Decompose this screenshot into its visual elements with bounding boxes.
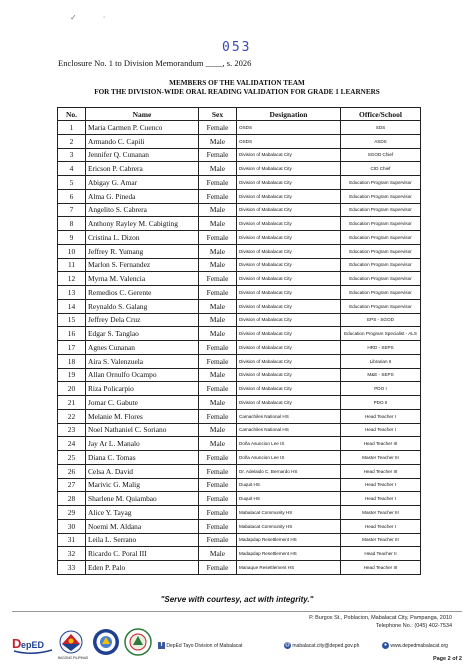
table-row <box>58 519 421 533</box>
cell-name: Maria Carmen P. Cuenco <box>86 121 199 135</box>
facebook-text: DepEd Tayo Division of Mabalacat <box>166 642 243 649</box>
cell-name: Edgar S. Tanglao <box>86 327 199 341</box>
header-sex: Sex <box>199 108 237 121</box>
cell-sex: Male <box>199 217 237 231</box>
cell-designation: Division of Mabalacat City <box>237 244 341 258</box>
svg-text:D: D <box>12 636 22 651</box>
table-row <box>58 478 421 492</box>
cell-no: 10 <box>58 244 86 258</box>
cell-sex: Male <box>199 368 237 382</box>
cell-office: Librarian II <box>341 354 421 368</box>
enclosure-line: Enclosure No. 1 to Division Memorandum ____, s. 2026 <box>58 58 252 68</box>
cell-name: Noemi M. Aldana <box>86 519 199 533</box>
city-seal-logo <box>124 628 152 658</box>
cell-no: 24 <box>58 437 86 451</box>
cell-no: 23 <box>58 423 86 437</box>
cell-name: Alma G. Pineda <box>86 189 199 203</box>
table-row <box>58 134 421 148</box>
cell-name: Jomar C. Gabute <box>86 396 199 410</box>
cell-designation: Division of Mabalacat City <box>237 148 341 162</box>
cell-no: 27 <box>58 478 86 492</box>
cell-name: Armando C. Capili <box>86 134 199 148</box>
cell-sex: Female <box>199 148 237 162</box>
cell-office: Education Program Supervisor <box>341 189 421 203</box>
cell-office: Head Teacher I <box>341 492 421 506</box>
cell-designation: Doña Asuncion Lee IS <box>237 451 341 465</box>
cell-name: Melanie M. Flores <box>86 409 199 423</box>
bagong-pilipinas-text: BAGONG PILIPINAS <box>58 656 89 660</box>
footer-divider <box>12 611 462 612</box>
cell-sex: Male <box>199 258 237 272</box>
cell-office: Head Teacher III <box>341 437 421 451</box>
address-text: P. Burgos St., Poblacion, Mabalacat City, Pampanga, 2010 <box>309 615 452 621</box>
table-row <box>58 272 421 286</box>
cell-no: 19 <box>58 368 86 382</box>
cell-designation: Division of Mabalacat City <box>237 231 341 245</box>
cell-office: SDS <box>341 121 421 135</box>
deped-logo <box>12 634 54 658</box>
cell-designation: Duquit HS <box>237 478 341 492</box>
cell-office: Master Teacher III <box>341 533 421 547</box>
cell-no: 5 <box>58 176 86 190</box>
table-row <box>58 506 421 520</box>
cell-designation: Doña Asuncion Lee IS <box>237 437 341 451</box>
cell-name: Marivic G. Malig <box>86 478 199 492</box>
table-row <box>58 286 421 300</box>
cell-designation: Division of Mabalacat City <box>237 368 341 382</box>
cell-designation: Division of Mabalacat City <box>237 327 341 341</box>
cell-sex: Female <box>199 533 237 547</box>
table-row <box>58 533 421 547</box>
table-row <box>58 451 421 465</box>
cell-name: Reynaldo S. Galang <box>86 299 199 313</box>
globe-icon: ● <box>383 642 388 648</box>
header-office: Office/School <box>341 108 421 121</box>
cell-name: Allan Ornulfo Ocampo <box>86 368 199 382</box>
cell-name: Jeffrey R. Yumang <box>86 244 199 258</box>
cell-designation: Division of Mabalacat City <box>237 176 341 190</box>
cell-office: Head Teacher III <box>341 464 421 478</box>
cell-office: Education Program Supervisor <box>341 299 421 313</box>
cell-no: 1 <box>58 121 86 135</box>
cell-designation: Division of Mabalacat City <box>237 258 341 272</box>
table-row <box>58 189 421 203</box>
cell-no: 21 <box>58 396 86 410</box>
cell-name: Diana C. Tomas <box>86 451 199 465</box>
cell-designation: OSDS <box>237 134 341 148</box>
website-contact[interactable] <box>382 642 448 649</box>
cell-sex: Female <box>199 176 237 190</box>
cell-designation: Madapdap Resettlement HS <box>237 547 341 561</box>
cell-sex: Female <box>199 382 237 396</box>
cell-office: Education Program Supervisor <box>341 203 421 217</box>
cell-office: CID Chief <box>341 162 421 176</box>
cell-name: Noel Nathaniel C. Soriano <box>86 423 199 437</box>
cell-sex: Female <box>199 231 237 245</box>
table-row <box>58 203 421 217</box>
table-row <box>58 258 421 272</box>
cell-designation: Division of Mabalacat City <box>237 382 341 396</box>
cell-sex: Male <box>199 423 237 437</box>
cell-sex: Male <box>199 244 237 258</box>
cell-sex: Male <box>199 437 237 451</box>
cell-office: Head Teacher I <box>341 519 421 533</box>
cell-sex: Female <box>199 354 237 368</box>
table-row <box>58 561 421 575</box>
cell-name: Riza Policarpio <box>86 382 199 396</box>
cell-designation: Division of Mabalacat City <box>237 189 341 203</box>
cell-no: 9 <box>58 231 86 245</box>
cell-no: 33 <box>58 561 86 575</box>
cell-designation: OSDS <box>237 121 341 135</box>
scan-mark: ✓ · <box>70 13 106 22</box>
table-row <box>58 244 421 258</box>
facebook-icon: f <box>158 642 165 649</box>
cell-name: Sharlene M. Quiambao <box>86 492 199 506</box>
cell-name: Ericson P. Cabrera <box>86 162 199 176</box>
cell-designation: Dr. Adelaido C. Bernardo HS <box>237 464 341 478</box>
cell-name: Cristina L. Dizon <box>86 231 199 245</box>
cell-no: 29 <box>58 506 86 520</box>
cell-name: Aira S. Valenzuela <box>86 354 199 368</box>
table-row <box>58 299 421 313</box>
cell-no: 2 <box>58 134 86 148</box>
cell-designation: Division of Mabalacat City <box>237 203 341 217</box>
bagong-pilipinas-logo <box>58 630 88 660</box>
cell-designation: Division of Mabalacat City <box>237 272 341 286</box>
footer-row <box>12 630 462 664</box>
validation-team-table <box>57 107 421 575</box>
email-contact[interactable] <box>284 642 359 649</box>
cell-no: 3 <box>58 148 86 162</box>
cell-office: M&E - SEPS <box>341 368 421 382</box>
cell-office: Education Program Supervisor <box>341 176 421 190</box>
cell-name: Agnes Cunanan <box>86 341 199 355</box>
cell-no: 20 <box>58 382 86 396</box>
cell-no: 22 <box>58 409 86 423</box>
cell-sex: Male <box>199 203 237 217</box>
cell-sex: Female <box>199 464 237 478</box>
cell-name: Myrna M. Valencia <box>86 272 199 286</box>
cell-office: Education Program Supervisor <box>341 231 421 245</box>
cell-no: 4 <box>58 162 86 176</box>
heading-line-2: FOR THE DIVISION-WIDE ORAL READING VALIDATION FOR GRADE 1 LEARNERS <box>94 88 380 96</box>
table-row <box>58 176 421 190</box>
header-designation: Designation <box>237 108 341 121</box>
cell-no: 8 <box>58 217 86 231</box>
cell-designation: Division of Mabalacat City <box>237 313 341 327</box>
cell-office: EPS - SGOD <box>341 313 421 327</box>
table-row <box>58 313 421 327</box>
cell-sex: Female <box>199 286 237 300</box>
website-text: www.depedmabalacat.org <box>390 642 448 649</box>
cell-sex: Female <box>199 478 237 492</box>
cell-no: 28 <box>58 492 86 506</box>
cell-office: Education Program Supervisor <box>341 217 421 231</box>
cell-name: Celsa A. David <box>86 464 199 478</box>
cell-no: 16 <box>58 327 86 341</box>
cell-sex: Female <box>199 341 237 355</box>
cell-designation: Mabalacat Community HS <box>237 519 341 533</box>
cell-sex: Female <box>199 506 237 520</box>
cell-sex: Female <box>199 519 237 533</box>
division-seal-logo <box>92 628 120 658</box>
cell-office: ASDS <box>341 134 421 148</box>
table-row <box>58 368 421 382</box>
header-no: No. <box>58 108 86 121</box>
cell-no: 17 <box>58 341 86 355</box>
cell-office: Head Teacher I <box>341 478 421 492</box>
cell-no: 11 <box>58 258 86 272</box>
cell-sex: Female <box>199 561 237 575</box>
table-row <box>58 354 421 368</box>
cell-office: Head Teacher I <box>341 409 421 423</box>
cell-designation: Division of Mabalacat City <box>237 354 341 368</box>
table-row <box>58 327 421 341</box>
table-row <box>58 148 421 162</box>
cell-no: 12 <box>58 272 86 286</box>
cell-sex: Male <box>199 396 237 410</box>
table-row <box>58 382 421 396</box>
cell-designation: Duquit HS <box>237 492 341 506</box>
cell-name: Abigay G. Amar <box>86 176 199 190</box>
cell-no: 31 <box>58 533 86 547</box>
table-row <box>58 217 421 231</box>
cell-designation: Camachiles National HS <box>237 423 341 437</box>
cell-name: Angelito S. Cabrera <box>86 203 199 217</box>
table-row <box>58 547 421 561</box>
table-row <box>58 162 421 176</box>
cell-sex: Female <box>199 409 237 423</box>
cell-no: 13 <box>58 286 86 300</box>
cell-designation: Camachiles National HS <box>237 409 341 423</box>
telephone-text: Telephone No.: (045) 402-7534 <box>375 623 452 629</box>
cell-name: Jennifer Q. Cunanan <box>86 148 199 162</box>
cell-name: Alice Y. Tayag <box>86 506 199 520</box>
cell-office: Education Program Supervisor <box>341 272 421 286</box>
cell-designation: Madapdap Resettlement HS <box>237 533 341 547</box>
cell-no: 30 <box>58 519 86 533</box>
table-row <box>58 396 421 410</box>
cell-sex: Female <box>199 272 237 286</box>
cell-name: Marlon S. Fernandez <box>86 258 199 272</box>
heading-line-1: MEMBERS OF THE VALIDATION TEAM <box>169 79 305 87</box>
email-icon: @ <box>284 642 291 648</box>
cell-sex: Male <box>199 313 237 327</box>
cell-sex: Female <box>199 492 237 506</box>
page-number: Page 2 of 2 <box>432 656 462 662</box>
table-row <box>58 409 421 423</box>
cell-office: Education Program Supervisor <box>341 286 421 300</box>
header-name: Name <box>86 108 199 121</box>
cell-designation: Manaque Resettlement HS <box>237 561 341 575</box>
cell-no: 25 <box>58 451 86 465</box>
cell-office: Master Teacher III <box>341 506 421 520</box>
cell-office: PDO I <box>341 382 421 396</box>
cell-name: Leila L. Serrano <box>86 533 199 547</box>
cell-name: Ricardo C. Poral III <box>86 547 199 561</box>
cell-no: 7 <box>58 203 86 217</box>
cell-office: HRD - SEPS <box>341 341 421 355</box>
cell-office: SGOD Chief <box>341 148 421 162</box>
table-row <box>58 464 421 478</box>
cell-office: Head Teacher III <box>341 561 421 575</box>
cell-name: Remedios C. Gerente <box>86 286 199 300</box>
cell-designation: Division of Mabalacat City <box>237 162 341 176</box>
facebook-contact[interactable] <box>158 642 242 649</box>
cell-name: Jeffrey Dela Cruz <box>86 313 199 327</box>
cell-no: 14 <box>58 299 86 313</box>
cell-sex: Female <box>199 189 237 203</box>
table-row <box>58 231 421 245</box>
cell-no: 32 <box>58 547 86 561</box>
email-text: mabalacat.city@deped.gov.ph <box>292 642 360 649</box>
table-row <box>58 341 421 355</box>
cell-sex: Female <box>199 121 237 135</box>
cell-office: Head Teacher I <box>341 423 421 437</box>
cell-sex: Male <box>199 547 237 561</box>
table-row <box>58 423 421 437</box>
cell-designation: Division of Mabalacat City <box>237 396 341 410</box>
cell-designation: Division of Mabalacat City <box>237 286 341 300</box>
cell-name: Jay Ar L. Manalo <box>86 437 199 451</box>
cell-no: 26 <box>58 464 86 478</box>
cell-designation: Mabalacat Community HS <box>237 506 341 520</box>
cell-office: PDO II <box>341 396 421 410</box>
cell-office: Head Teacher II <box>341 547 421 561</box>
cell-no: 18 <box>58 354 86 368</box>
svg-text:epED: epED <box>21 640 45 650</box>
table-row <box>58 492 421 506</box>
cell-sex: Female <box>199 451 237 465</box>
motto: "Serve with courtesy, act with integrity." <box>160 595 314 604</box>
cell-sex: Male <box>199 162 237 176</box>
cell-office: Education Program Supervisor <box>341 258 421 272</box>
table-header-row <box>58 108 421 121</box>
cell-sex: Male <box>199 134 237 148</box>
cell-office: Master Teacher III <box>341 451 421 465</box>
cell-sex: Male <box>199 327 237 341</box>
cell-office: Education Program Supervisor <box>341 244 421 258</box>
cell-sex: Male <box>199 299 237 313</box>
cell-designation: Division of Mabalacat City <box>237 341 341 355</box>
cell-name: Anthony Rayley M. Cabigting <box>86 217 199 231</box>
cell-no: 6 <box>58 189 86 203</box>
table-row <box>58 437 421 451</box>
cell-name: Eden P. Palo <box>86 561 199 575</box>
footer-address-block <box>309 614 452 630</box>
table-row <box>58 121 421 135</box>
cell-designation: Division of Mabalacat City <box>237 217 341 231</box>
cell-no: 15 <box>58 313 86 327</box>
cell-designation: Division of Mabalacat City <box>237 299 341 313</box>
cell-office: Education Program Specialist - ALS <box>341 327 421 341</box>
document-heading <box>0 79 474 97</box>
handwritten-stamp-number: 053 <box>222 40 252 55</box>
